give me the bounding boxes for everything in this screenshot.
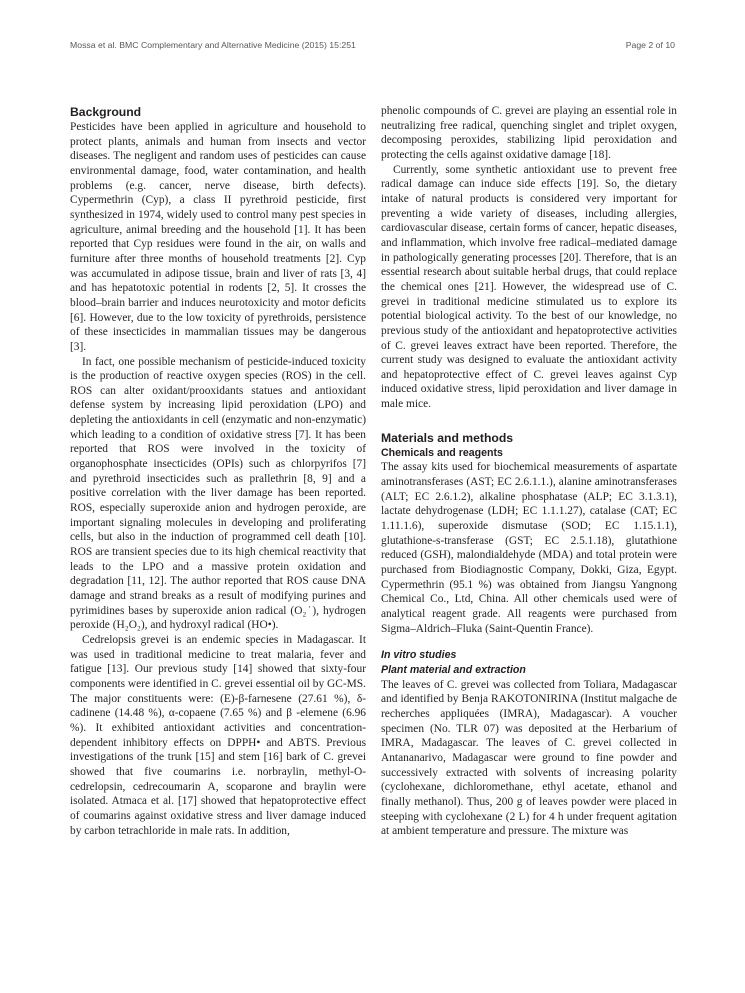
- background-paragraph-1: Pesticides have been applied in agriculture and household to protect plants, animals and human from insects and vector diseases. The negligent and random uses of pesticides can cause environmental damage, food, water contamination, and health problems (e.g. cancer, nerve disease, birth defects). Cypermethrin (Cyp), a class II pyrethroid pesticide, first synthesized in 1974, widely used to control many pest species in agriculture, animal breeding and the household [1]. It has been reported that Cyp residues were found in the air, on walls and furniture after three months of household treatments [2]. Cyp was accumulated in adipose tissue, brain and liver of rats [3, 4] and has hepatotoxic potential in rodents [2, 5]. It crosses the blood–brain barrier and induces neurotoxicity and motor deficits [6]. However, due to the low toxicity of pyrethroids, persistence of these insecticides in mammalian tissues may be dangerous [3].: [70, 121, 366, 353]
- background-paragraph-2: In fact, one possible mechanism of pesticide-induced toxicity is the production of reactive oxygen species (ROS) in the cell. ROS can alter oxidant/prooxidants statues and antioxidant defense system by increasing lipid peroxidation (LPO) and depleting the antioxidants in cell (enzymatic and non-enzymatic) which leading to a condition of oxidative stress [7]. It has been reported that ROS were involved in the toxicity of organophosphate insecticides (OPIs) such as chlorpyrifos [7] and pyrethroid insecticides such as prallethrin [8, 9] and a positive correlation with the liver damage has been reported. ROS, especially superoxide anion and hydrogen peroxide, are important signaling molecules in developing and proliferating cells, but also in the induction of programmed cell death [10]. ROS are transient species due to its high chemical reactivity that leads to the LPO and a massive protein oxidation and degradation [11, 12]. The author reported that ROS cause DNA damage and strand breaks as a result of modifying purines and pyrimidines bases by superoxide anion radical (O₂˙), hydrogen peroxide (H₂O₂), and hydroxyl radical (HO•).: [70, 355, 366, 632]
- background-paragraph-5: Currently, some synthetic antioxidant use to prevent free radical damage can induce side effects [19]. So, the dietary intake of natural products is considered very important for preventing a wide variety of diseases, including allergies, cardiovascular disease, certain forms of cancer, hepatic diseases, and inflammation, which involve free radical–mediated damage in pathologically generating processes [20]. Therefore, that is an essential research about suitable herbal drugs, that could replace the chemical ones [21]. However, the widespread use of C. grevei in traditional medicine stimulated us to explore its potential biological activity. To the best of our knowledge, no previous study of the antioxidant and hepatoprotective activities of C. grevei leaves extract have been reported. Therefore, the current study was designed to evaluate the antioxidant activity and hepatoprotective effect of C. grevei leaves against Cyp induced oxidative stress, lipid peroxidation and liver damage in male mice.: [381, 163, 677, 411]
- plant-material-subheading: Plant material and extraction: [381, 663, 526, 676]
- background-heading: Background: [70, 105, 142, 119]
- left-column: [70, 104, 366, 838]
- chemicals-paragraph: The assay kits used for biochemical measurements of aspartate aminotransferases (AST; EC 2.6.1.1.), alanine aminotransferases (ALT; EC 2.6.1.2), alkaline phosphatase (ALP; EC 3.1.3.1), lactate dehydrogenase (LDH; EC 1.1.1.27), catalase (CAT; EC 1.11.1.6), superoxide dismutase (SOD; EC 1.15.1.1), glutathione-s-transferase (GST; EC 2.5.1.18), glutathione reduced (GSH), malondialdehyde (MDA) and total protein were purchased from Biodiagnostic Company, Dokki, Giza, Egypt. Cypermethrin (95.1 %) was obtained from Jiangsu Yangnong Chemical Co., Ltd, China. All other chemicals used were of analytical reagent grade. All reagents were purchased from Sigma–Aldrich–Fluka (Saint-Quentin France).: [381, 461, 677, 635]
- background-paragraph-4: phenolic compounds of C. grevei are playing an essential role in neutralizing free radical, quenching singlet and triplet oxygen, decomposing peroxides, stabilizing lipid peroxidation and protecting the cells against oxidative damage [18].: [381, 105, 677, 161]
- plant-material-paragraph: The leaves of C. grevei was collected from Toliara, Madagascar and identified by Benja RAKOTONIRINA (Institut malgache de recherches appliquées (IMRA), Madagascar). A voucher specimen (No. TLR 07) was deposited at the Herbarium of IMRA, Madagascar. The leaves of C. grevei collected in Antananarivo, Madagascar were ground to fine powder and successively extracted with solvents of increasing polarity (cyclohexane, dichloromethane, ethyl acetate, ethanol and finally methanol). Thus, 200 g of leaves powder were placed in steeping with cyclohexane (2 L) for 4 h under frequent agitation at ambient temperature and pressure. The mixture was: [381, 678, 677, 838]
- right-column: [381, 104, 677, 839]
- page-number: Page 2 of 10: [625, 40, 675, 50]
- running-header-citation: Mossa et al. BMC Complementary and Alternative Medicine (2015) 15:251: [70, 40, 356, 50]
- invitro-subheading: In vitro studies: [381, 649, 457, 662]
- background-paragraph-3: Cedrelopsis grevei is an endemic species in Madagascar. It was used in traditional medicine to treat malaria, fever and fatigue [13]. Our previous study [14] showed that sixty-four components were identified in C. grevei essential oil by GC-MS. The major constituents were: (E)-β-farnesene (27.61 %), δ-cadinene (14.48 %), α-copaene (7.65 %) and β -elemene (6.96 %). It exhibited antioxidant activities and concentration-dependent inhibitory effects on DPPH• and ABTS. Previous investigations of the trunk [15] and stem [16] bark of C. grevei showed that five coumarins i.e. norbraylin, methyl-O-cedrelopsin, cedrecoumarin A, scoparone and braylin were isolated. Atmaca et al. [17] showed that hepatoprotective effect of coumarins against oxidative stress and liver damage induced by carbon tetrachloride in male rats. In addition,: [70, 633, 366, 837]
- chemicals-subheading: Chemicals and reagents: [381, 446, 503, 459]
- methods-heading: Materials and methods: [381, 430, 514, 445]
